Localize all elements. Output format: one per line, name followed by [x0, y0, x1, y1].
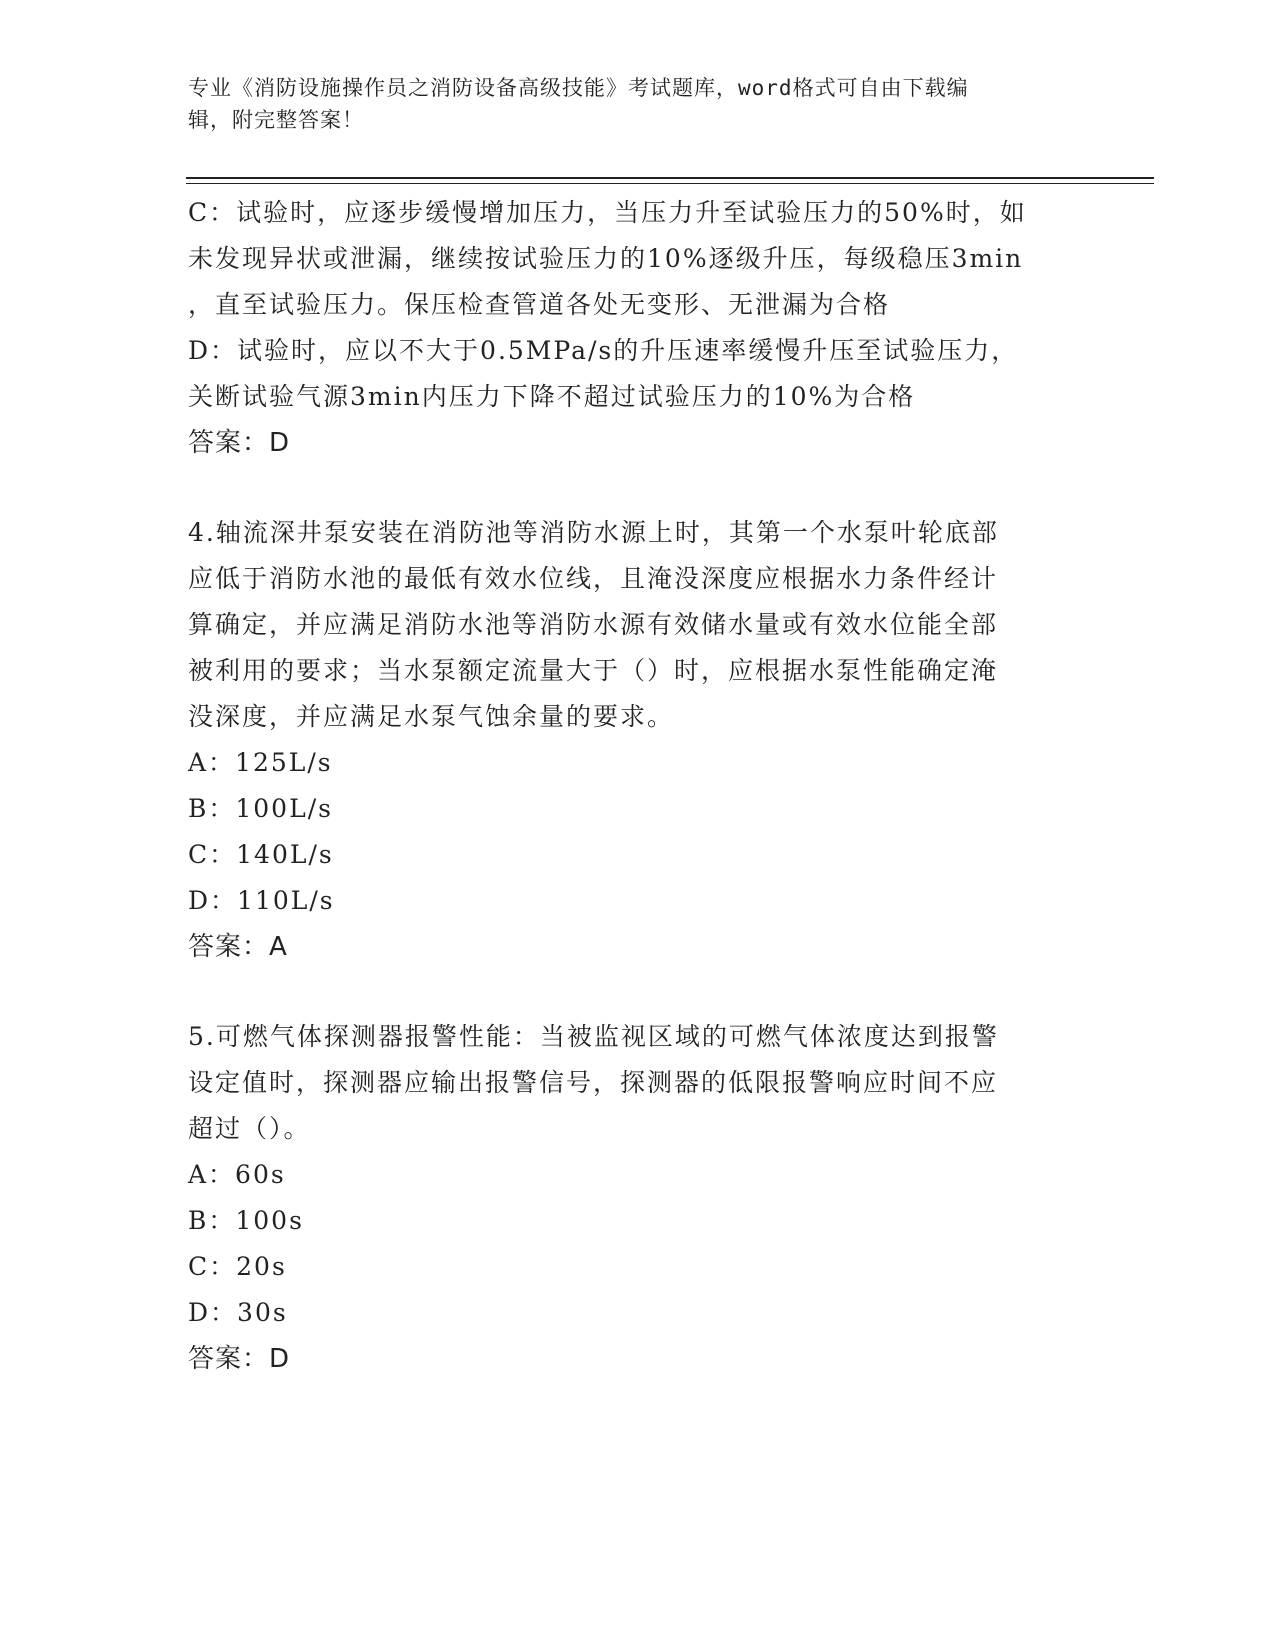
spacer [188, 466, 1088, 510]
option-c: C：20s [188, 1252, 287, 1281]
header-divider-thin [186, 183, 1154, 184]
option-d-line-2: 关断试验气源3min内压力下降不超过试验压力的10%为合格 [188, 382, 916, 411]
option-a: A：60s [188, 1160, 286, 1189]
answer-label: 答案：D [188, 1344, 291, 1374]
option-c: C：140L/s [188, 840, 334, 869]
option-d: D：30s [188, 1298, 288, 1327]
question-stem-line: 5.可燃气体探测器报警性能：当被监视区域的可燃气体浓度达到报警 [188, 1022, 999, 1051]
header-divider-thick [186, 177, 1154, 179]
option-a: A：125L/s [188, 748, 333, 777]
question-stem-line: 应低于消防水池的最低有效水位线，且淹没深度应根据水力条件经计 [188, 564, 999, 593]
question-stem-line: 算确定，并应满足消防水池等消防水源有效储水量或有效水位能全部 [188, 610, 999, 639]
question-stem-line: 被利用的要求；当水泵额定流量大于（）时，应根据水泵性能确定淹 [188, 656, 999, 685]
question-stem-line: 4.轴流深井泵安装在消防池等消防水源上时，其第一个水泵叶轮底部 [188, 518, 999, 547]
header-line-1: 专业《消防设施操作员之消防设备高级技能》考试题库，word格式可自由下载编 [188, 76, 969, 100]
document-header [188, 72, 1068, 136]
answer-label: 答案：A [188, 932, 288, 962]
question-stem-line: 设定值时，探测器应输出报警信号，探测器的低限报警响应时间不应 [188, 1068, 999, 1097]
option-c-line-3: ，直至试验压力。保压检查管道各处无变形、无泄漏为合格 [188, 290, 891, 319]
question-4 [188, 510, 1088, 970]
option-d: D：110L/s [188, 886, 335, 915]
spacer [188, 970, 1088, 1014]
answer-label: 答案：D [188, 428, 291, 458]
question-stem-line: 没深度，并应满足水泵气蚀余量的要求。 [188, 702, 675, 731]
option-b: B：100L/s [188, 794, 333, 823]
document-body [188, 190, 1088, 1382]
option-d-line-1: D：试验时，应以不大于0.5MPa/s的升压速率缓慢升压至试验压力， [188, 336, 1019, 365]
question-5 [188, 1014, 1088, 1382]
question-stem-line: 超过（）。 [188, 1114, 311, 1143]
option-c-line-2: 未发现异状或泄漏，继续按试验压力的10%逐级升压，每级稳压3min [188, 244, 1024, 273]
header-line-2: 辑，附完整答案！ [188, 108, 364, 132]
option-b: B：100s [188, 1206, 304, 1235]
question-3-tail [188, 190, 1088, 466]
option-c-line-1: C：试验时，应逐步缓慢增加压力，当压力升至试验压力的50%时，如 [188, 198, 1027, 227]
